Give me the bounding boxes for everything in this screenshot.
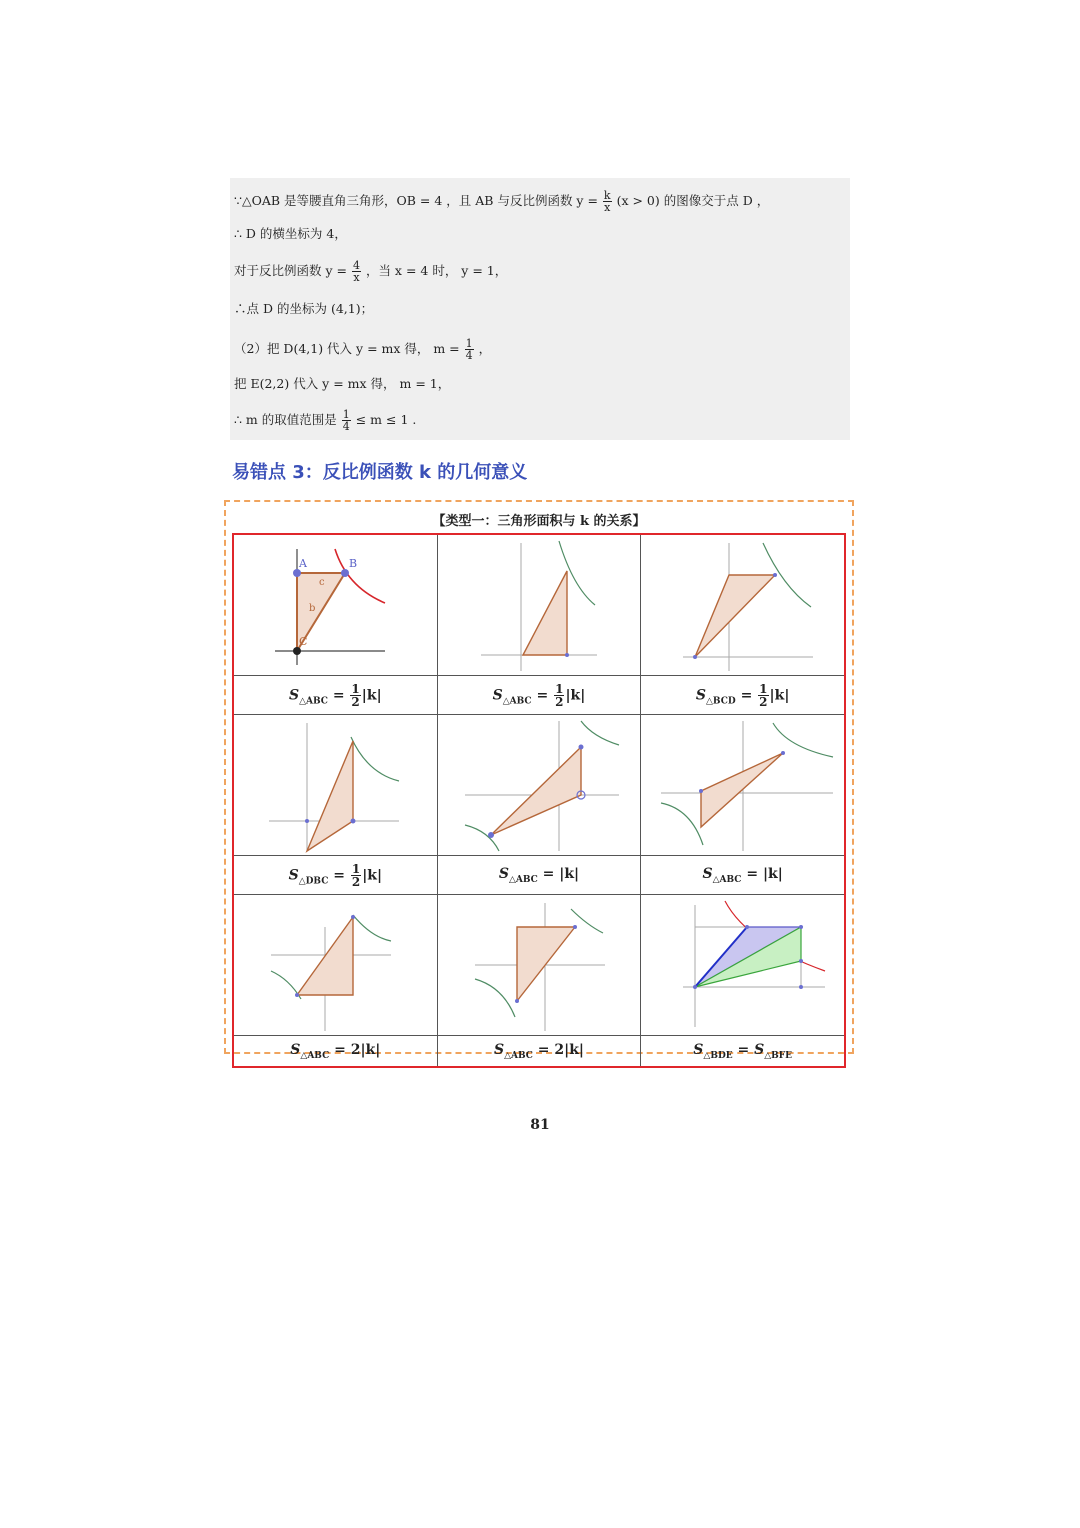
- equals-sign: =: [333, 867, 345, 883]
- fraction-numerator: 1: [351, 681, 360, 696]
- formula-cell: [437, 1036, 641, 1068]
- text-segment: (x > 0) 的图像交于点 D ，: [616, 193, 770, 208]
- formula-row-1: [233, 676, 845, 715]
- text-segment: ，当 x = 4 时， y = 1，: [365, 263, 508, 278]
- triangle-subscript: △BCD: [706, 695, 736, 706]
- formula-table: [232, 533, 846, 1068]
- area-symbol: S: [288, 687, 300, 703]
- triangle-subscript: △ABC: [712, 874, 742, 885]
- text-segment: 对于反比例函数 y =: [234, 263, 347, 278]
- fraction-numerator: k: [603, 189, 611, 202]
- equals-sign: =: [737, 1041, 750, 1058]
- equals-sign: =: [334, 1041, 346, 1058]
- solution-block: [230, 178, 850, 440]
- triangle-subscript: △ABC: [504, 1050, 533, 1061]
- triangle-subscript: △ABC: [299, 695, 328, 706]
- fraction-numerator: 1: [342, 408, 350, 421]
- fraction-denominator: 2: [555, 694, 564, 709]
- fraction-numerator: 1: [351, 861, 361, 876]
- half-fraction: [554, 683, 564, 708]
- figure-colored-triangles: [643, 897, 843, 1033]
- point-label-c: C: [299, 635, 308, 648]
- fraction-denominator: 4: [465, 349, 473, 362]
- solution-line-5: [234, 338, 491, 361]
- solution-line-1: [234, 190, 769, 213]
- half-fraction: [351, 863, 361, 888]
- formula-cell: [641, 1036, 845, 1068]
- fraction: [352, 260, 361, 283]
- formula-cell: [233, 676, 437, 715]
- figure-triangle-origin: [439, 537, 639, 673]
- fraction-denominator: 2: [351, 874, 361, 889]
- fraction-denominator: x: [604, 201, 611, 214]
- equals-sign: =: [746, 865, 759, 882]
- figure-cell: [233, 534, 437, 676]
- solution-line-3: [234, 260, 507, 283]
- figure-cell: [437, 534, 641, 676]
- abs-k: |k|: [762, 865, 783, 882]
- equals-sign: =: [537, 1041, 550, 1058]
- solution-line-4: ∴点 D 的坐标为 (4,1)；: [234, 301, 374, 316]
- side-label-c: c: [319, 577, 325, 588]
- fraction-denominator: 2: [759, 694, 768, 709]
- solution-line-6: 把 E(2,2) 代入 y = mx 得， m = 1，: [234, 376, 451, 391]
- text-segment: ∵△OAB 是等腰直角三角形，OB = 4 ，且 AB 与反比例函数 y =: [234, 193, 598, 208]
- formula-row-3: [233, 1036, 845, 1068]
- formula-cell: [437, 856, 641, 895]
- area-symbol: S: [498, 865, 509, 882]
- two-abs-k: 2|k|: [554, 1041, 585, 1058]
- equals-sign: =: [332, 687, 345, 703]
- half-fraction: [350, 683, 360, 708]
- figure-row-1: [233, 534, 845, 676]
- equals-sign: =: [740, 687, 753, 703]
- area-symbol: S: [754, 1041, 765, 1058]
- text-segment: ，: [478, 341, 492, 356]
- triangle-subscript: △ABC: [508, 874, 538, 885]
- text-segment: ∴ m 的取值范围是: [234, 412, 337, 427]
- two-abs-k: 2|k|: [350, 1041, 381, 1058]
- solution-line-7: [234, 409, 416, 432]
- fraction-numerator: 4: [352, 259, 360, 272]
- figure-triangle-dbc: [235, 717, 435, 853]
- fraction-denominator: 4: [342, 420, 350, 433]
- point-label-a: A: [299, 557, 308, 570]
- figure-cell: [641, 895, 845, 1036]
- fraction-numerator: 1: [465, 337, 473, 350]
- fraction-numerator: 1: [555, 681, 564, 696]
- figure-cell: [641, 715, 845, 856]
- figure-cell: [233, 715, 437, 856]
- solution-line-2: ∴ D 的横坐标为 4，: [234, 226, 347, 241]
- figure-right-triangle: [235, 537, 435, 673]
- section-heading: 易错点 3：反比例函数 k 的几何意义: [232, 462, 528, 483]
- area-symbol: S: [693, 1041, 704, 1058]
- formula-cell: [641, 856, 845, 895]
- figure-triangle-symmetric: [439, 717, 639, 853]
- triangle-subscript: △BDE: [703, 1050, 733, 1061]
- area-symbol: S: [493, 1041, 505, 1058]
- fraction: [603, 190, 612, 213]
- figure-triangle-symmetric-2: [643, 717, 843, 853]
- triangle-subscript: △DBC: [298, 875, 329, 886]
- equals-sign: =: [536, 687, 549, 703]
- page-number: 81: [530, 1117, 550, 1133]
- figure-cell: [233, 895, 437, 1036]
- fraction-denominator: 2: [351, 694, 360, 709]
- triangle-subscript: △ABC: [300, 1050, 330, 1061]
- figure-row-3: [233, 895, 845, 1036]
- half-fraction: [758, 683, 768, 708]
- figure-triangle-double-2: [439, 897, 639, 1033]
- triangle-subscript: △ABC: [502, 695, 532, 706]
- area-symbol: S: [288, 867, 299, 883]
- fraction-denominator: x: [353, 271, 360, 284]
- area-symbol: S: [695, 687, 707, 703]
- side-label-b: b: [309, 603, 316, 614]
- formula-cell: [233, 1036, 437, 1068]
- text-segment: ≤ m ≤ 1 .: [355, 412, 417, 427]
- figure-triangle-bcd: [643, 537, 843, 673]
- area-symbol: S: [702, 865, 713, 882]
- figure-cell: [437, 895, 641, 1036]
- table-title: 【类型一：三角形面积与 k 的关系】: [432, 514, 646, 529]
- formula-cell: [437, 676, 641, 715]
- text-segment: （2）把 D(4,1) 代入 y = mx 得， m =: [234, 341, 460, 356]
- abs-k: |k|: [769, 687, 790, 703]
- abs-k: |k|: [362, 867, 383, 883]
- formula-cell: [233, 856, 437, 895]
- abs-k: |k|: [565, 687, 586, 703]
- abs-k: |k|: [361, 687, 382, 703]
- type-box: [224, 500, 854, 1061]
- area-symbol: S: [290, 1041, 301, 1058]
- figure-cell: [437, 715, 641, 856]
- fraction: [342, 409, 351, 432]
- formula-cell: [641, 676, 845, 715]
- abs-k: |k|: [559, 865, 580, 882]
- area-symbol: S: [492, 687, 503, 703]
- formula-row-2: [233, 856, 845, 895]
- fraction-numerator: 1: [759, 681, 768, 696]
- triangle-subscript: △BFE: [764, 1050, 793, 1061]
- figure-triangle-double-1: [235, 897, 435, 1033]
- figure-row-2: [233, 715, 845, 856]
- point-label-b: B: [349, 557, 358, 570]
- figure-cell: [641, 534, 845, 676]
- fraction: [465, 338, 474, 361]
- equals-sign: =: [542, 865, 555, 882]
